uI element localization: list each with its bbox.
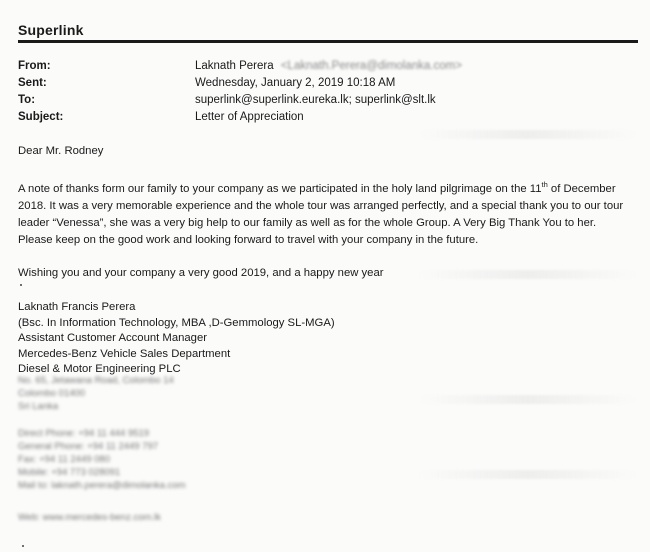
sent-row xyxy=(18,75,638,92)
from-label: From: xyxy=(18,60,51,72)
from-name: Laknath Perera xyxy=(195,60,274,72)
speck xyxy=(22,545,24,547)
company-name: Superlink xyxy=(18,22,84,38)
body-paragraph-1 xyxy=(18,176,630,249)
from-email: <Laknath.Perera@dimolanka.com> xyxy=(280,60,462,72)
redacted-address-1: No. 65, Jetawana Road, Colombo 14 xyxy=(18,375,174,386)
redacted-address-3: Sri Lanka xyxy=(18,401,59,412)
email-header xyxy=(18,58,638,126)
show-through xyxy=(418,130,638,139)
subject-row xyxy=(18,109,638,126)
greeting: Dear Mr. Rodney xyxy=(18,145,104,157)
signature-name: Laknath Francis Perera xyxy=(18,301,136,313)
signature-title: Assistant Customer Account Manager xyxy=(18,332,207,344)
to-row xyxy=(18,92,638,109)
to-label: To: xyxy=(18,94,36,106)
signature-company: Diesel & Motor Engineering PLC xyxy=(18,363,181,375)
show-through xyxy=(418,395,638,404)
para1-rest: of December 2018. It was a very memorable experience and the whole tour was arranged perfectly, and a special thank you to our tour leader “Venessa”, she was a very big help to our family as well as for the whole Group. A Very Big Thank You to her. Please keep on the good work and looking forward to travel with your company in the future. xyxy=(18,182,624,246)
subject-value: Letter of Appreciation xyxy=(195,111,304,123)
redacted-direct-phone: Direct Phone: +94 11 444 9519 xyxy=(18,428,150,439)
sent-label: Sent: xyxy=(18,77,47,89)
ordinal-suffix: th xyxy=(541,180,548,189)
signature-qualifications: (Bsc. In Information Technology, MBA ,D-Gemmology SL-MGA) xyxy=(18,316,335,329)
from-row xyxy=(18,58,638,75)
redacted-general-phone: General Phone: +94 11 2449 797 xyxy=(18,441,159,452)
email-body xyxy=(18,143,630,282)
redacted-web: Web: www.mercedes-benz.com.lk xyxy=(18,512,161,523)
header-rule xyxy=(18,40,638,43)
redacted-address-2: Colombo 01400 xyxy=(18,388,86,399)
redacted-mail: Mail to: laknath.perera@dimolanka.com xyxy=(18,480,186,491)
to-value: superlink@superlink.eureka.lk; superlink@slt.lk xyxy=(195,94,436,106)
signature-block xyxy=(18,300,335,378)
show-through xyxy=(418,270,638,279)
show-through xyxy=(418,470,638,479)
sent-value: Wednesday, January 2, 2019 10:18 AM xyxy=(195,77,396,89)
body-paragraph-2: Wishing you and your company a very good 2019, and a happy new year xyxy=(18,266,384,279)
signature-department: Mercedes-Benz Vehicle Sales Department xyxy=(18,347,231,360)
redacted-fax: Fax: +94 11 2449 080 xyxy=(18,454,110,465)
speck xyxy=(20,284,22,286)
subject-label: Subject: xyxy=(18,111,64,123)
redacted-mobile: Mobile: +94 773 028091 xyxy=(18,467,121,478)
para1-start: A note of thanks form our family to your company as we participated in the holy land pilgrimage on the 11 xyxy=(18,182,542,195)
